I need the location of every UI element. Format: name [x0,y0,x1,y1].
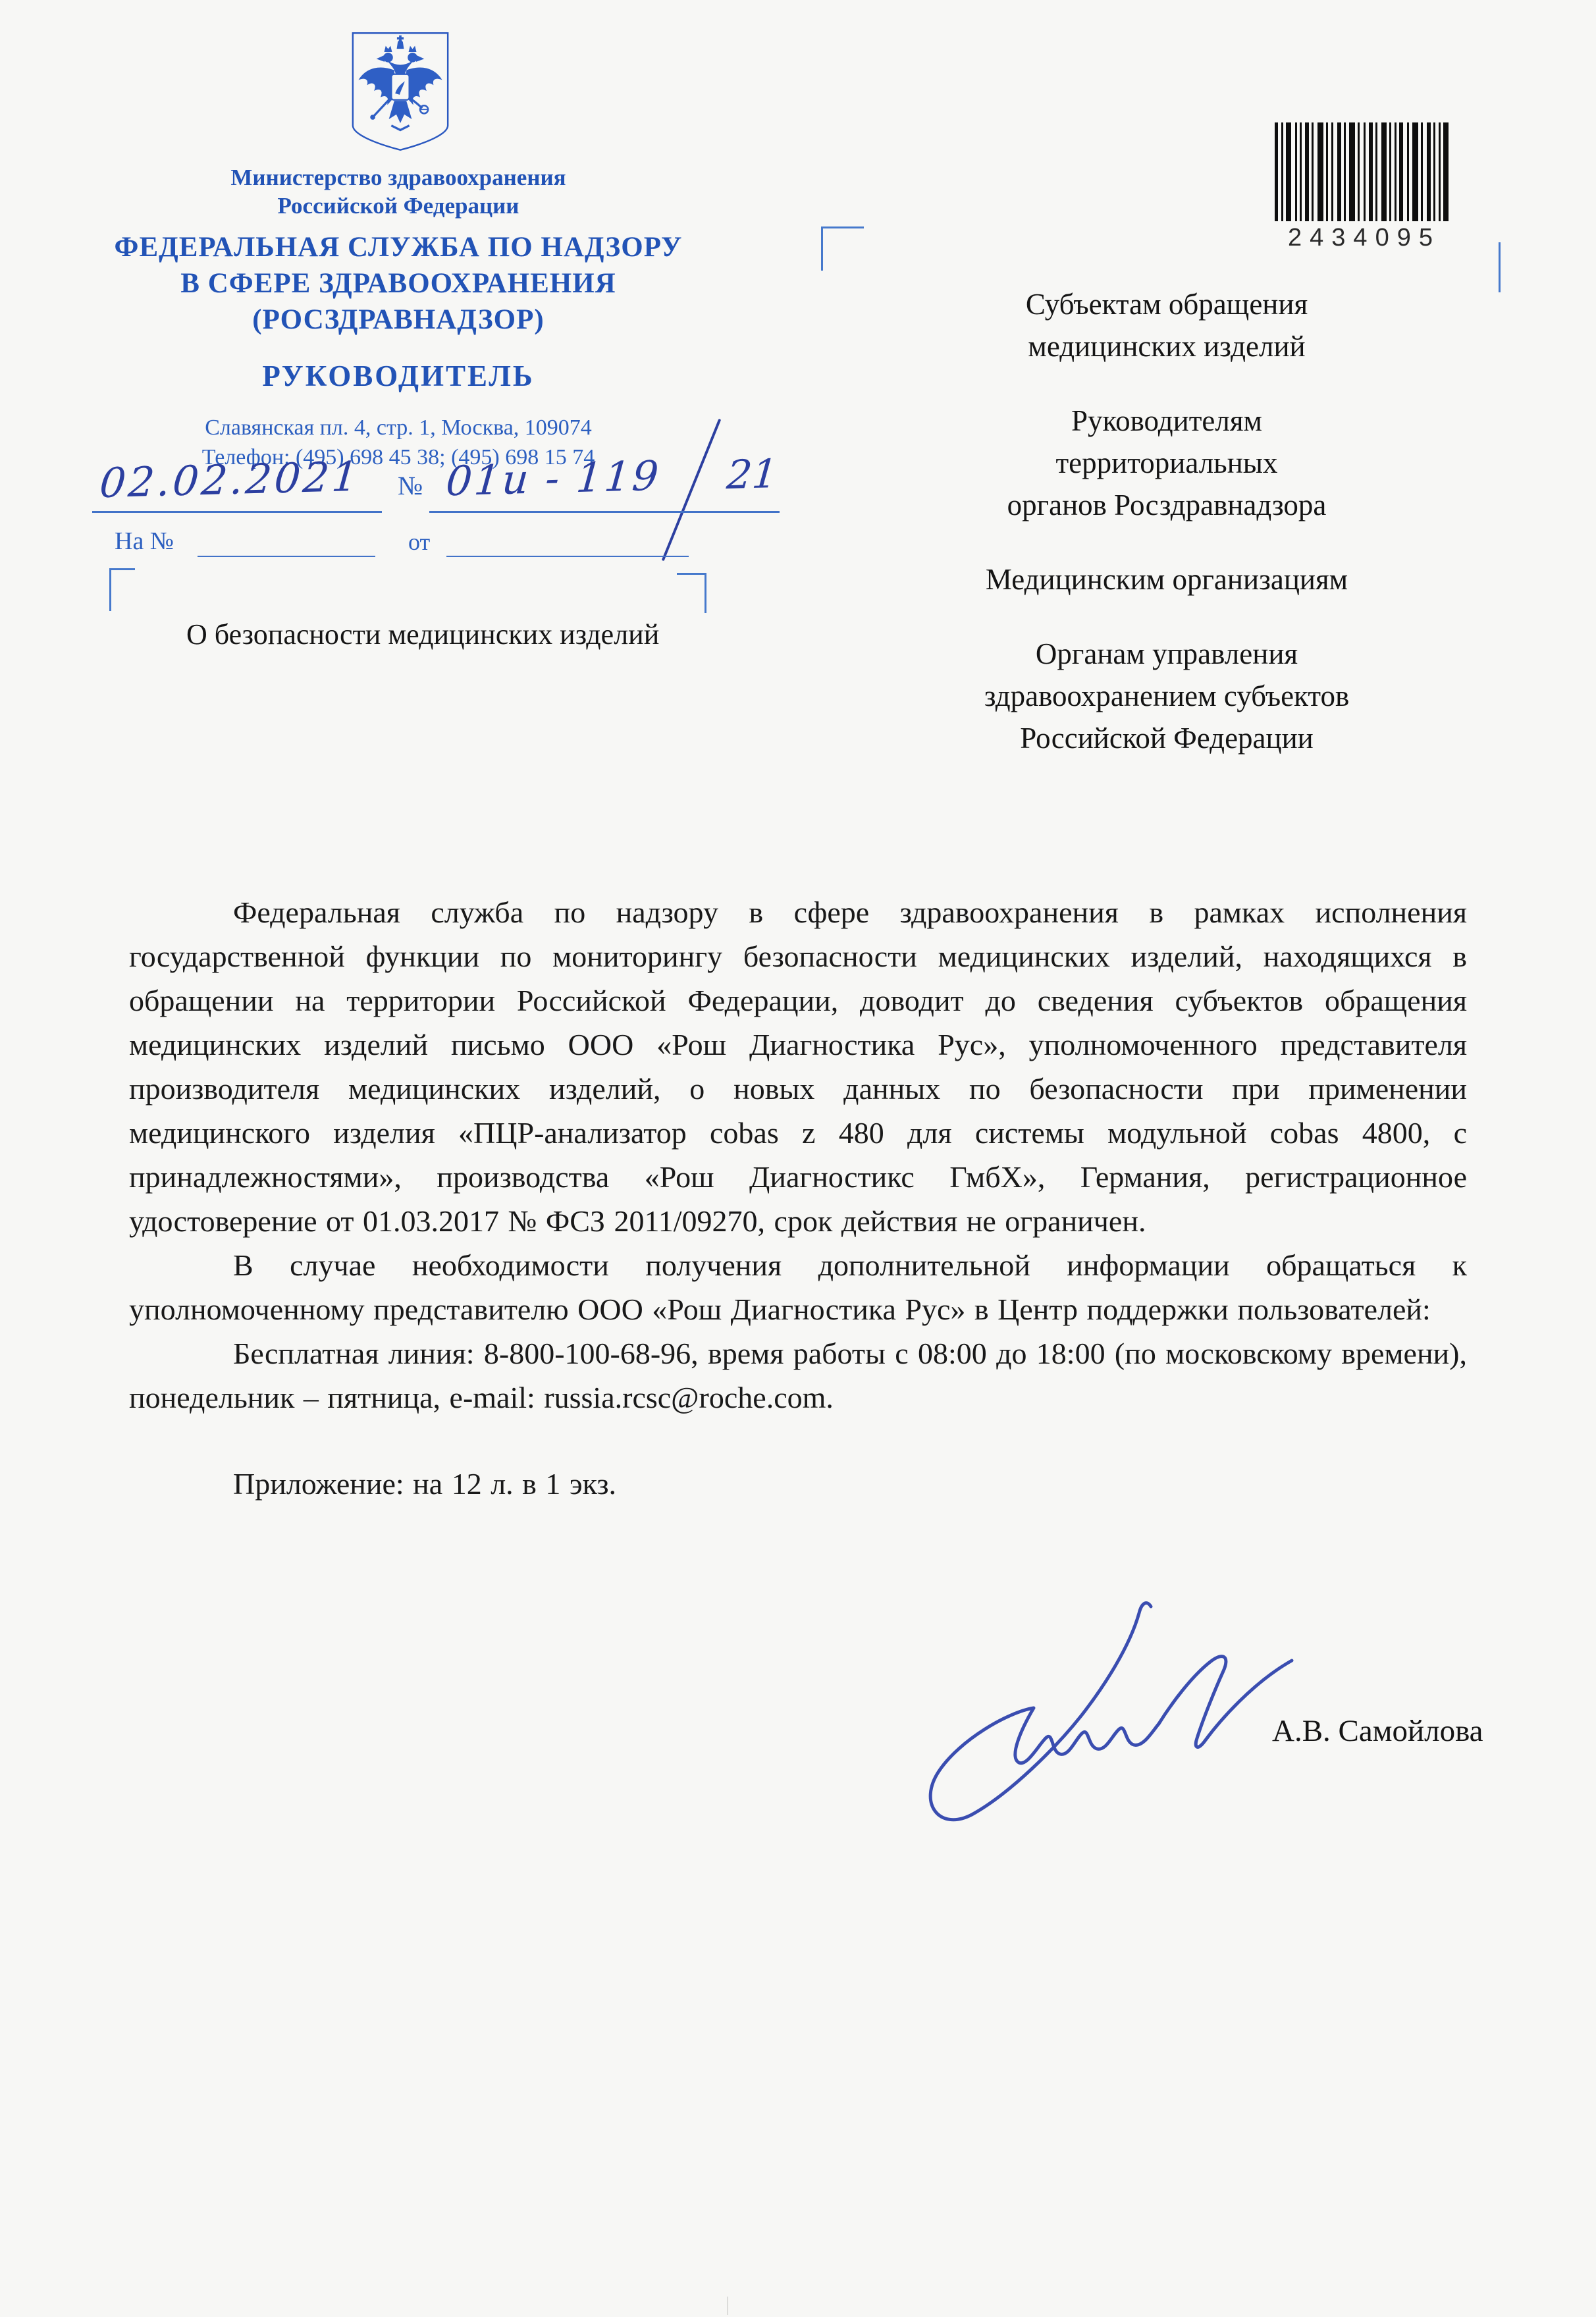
attachment-line: Приложение: на 12 л. в 1 экз. [233,1467,617,1501]
scan-artifact [727,2297,728,2315]
coat-of-arms-icon [349,29,452,154]
service-line-3: (РОСЗДРАВНАДЗОР) [252,304,545,335]
letterhead [86,163,711,472]
body-paragraph-2: В случае необходимости получения дополнительной информации обращаться к уполномоченному представителю ООО «Рош Диагностика Рус» в Центр поддержки пользователей: [129,1248,1467,1326]
recipient-line: медицинских изделий [1028,330,1306,363]
ministry-name [86,163,711,220]
reply-number-label: На № [115,527,174,555]
recipient-line: Медицинским организациям [985,563,1348,596]
recipient-line: Российской Федерации [1020,722,1314,755]
recipient-line: здравоохранением субъектов [984,679,1350,712]
reply-date-label: от [408,529,431,555]
subject-line: О безопасности медицинских изделий [186,618,660,651]
number-underline [429,511,780,513]
reply-number-underline [198,556,375,557]
recipient-line: органов Росздравнадзора [1007,489,1327,521]
number-sign: № [398,471,423,500]
ministry-line-1: Министерство здравоохранения [230,165,566,190]
handwritten-number-suffix: 21 [725,451,780,498]
recipients-block [826,283,1508,791]
barcode [1275,122,1454,252]
service-line-2: В СФЕРЕ ЗДРАВООХРАНЕНИЯ [180,268,616,299]
letter-body [129,890,1467,1506]
position-title: РУКОВОДИТЕЛЬ [262,360,535,392]
recipient-line: Органам управления [1035,637,1298,670]
phone-line: Телефон: (495) 698 45 38; (495) 698 15 74 [201,445,595,469]
signer-name: А.В. Самойлова [1272,1714,1483,1748]
address-line: Славянская пл. 4, стр. 1, Москва, 109074 [205,415,592,440]
recipient-corner-mark-left [821,226,864,271]
ministry-line-2: Российской Федерации [277,193,519,219]
handwritten-number: 01и - 119 [444,451,662,506]
recipient-group [826,633,1508,759]
body-paragraph-1: Федеральная служба по надзору в сфере здравоохранения в рамках исполнения государственной функции по мониторингу безопасности медицинских изделий, находящихся в обращении на территории Российской Федерации, доводит до сведения субъектов обращения медицинских изделий письмо ООО «Рош Диагностика Рус», уполномоченного представителя производителя медицинских изделий, о новых данных по безопасности при применении медицинского изделия «ПЦР-анализатор cobas z 480 для системы модульной cobas 4800, с принадлежностями», производства «Рош Диагностикс ГмбХ», Германия, регистрационное удостоверение от 01.03.2017 № ФСЗ 2011/09270, срок действия не ограничен. [129,895,1467,1238]
recipient-line: Руководителям [1071,404,1262,437]
subject-corner-mark-right [677,573,706,613]
barcode-number: 2434095 [1288,224,1441,252]
recipient-group [826,400,1508,526]
recipient-group [826,283,1508,367]
body-paragraph-3: Бесплатная линия: 8-800-100-68-96, время работы с 08:00 до 18:00 (по московскому времени), понедельник – пятница, e-mail: russia.rcsc@roche.com. [129,1337,1467,1414]
reply-date-underline [446,556,689,557]
recipient-group [826,558,1508,600]
subject-corner-mark-left [109,568,135,611]
handwritten-date: 02.02.2021 [97,452,363,508]
signature-autograph [893,1599,1319,1844]
recipient-line: территориальных [1055,446,1278,479]
recipient-line: Субъектам обращения [1025,288,1308,321]
date-underline [92,511,382,513]
service-name [86,229,711,338]
service-line-1: ФЕДЕРАЛЬНАЯ СЛУЖБА ПО НАДЗОРУ [114,232,683,263]
barcode-bars [1275,122,1454,221]
